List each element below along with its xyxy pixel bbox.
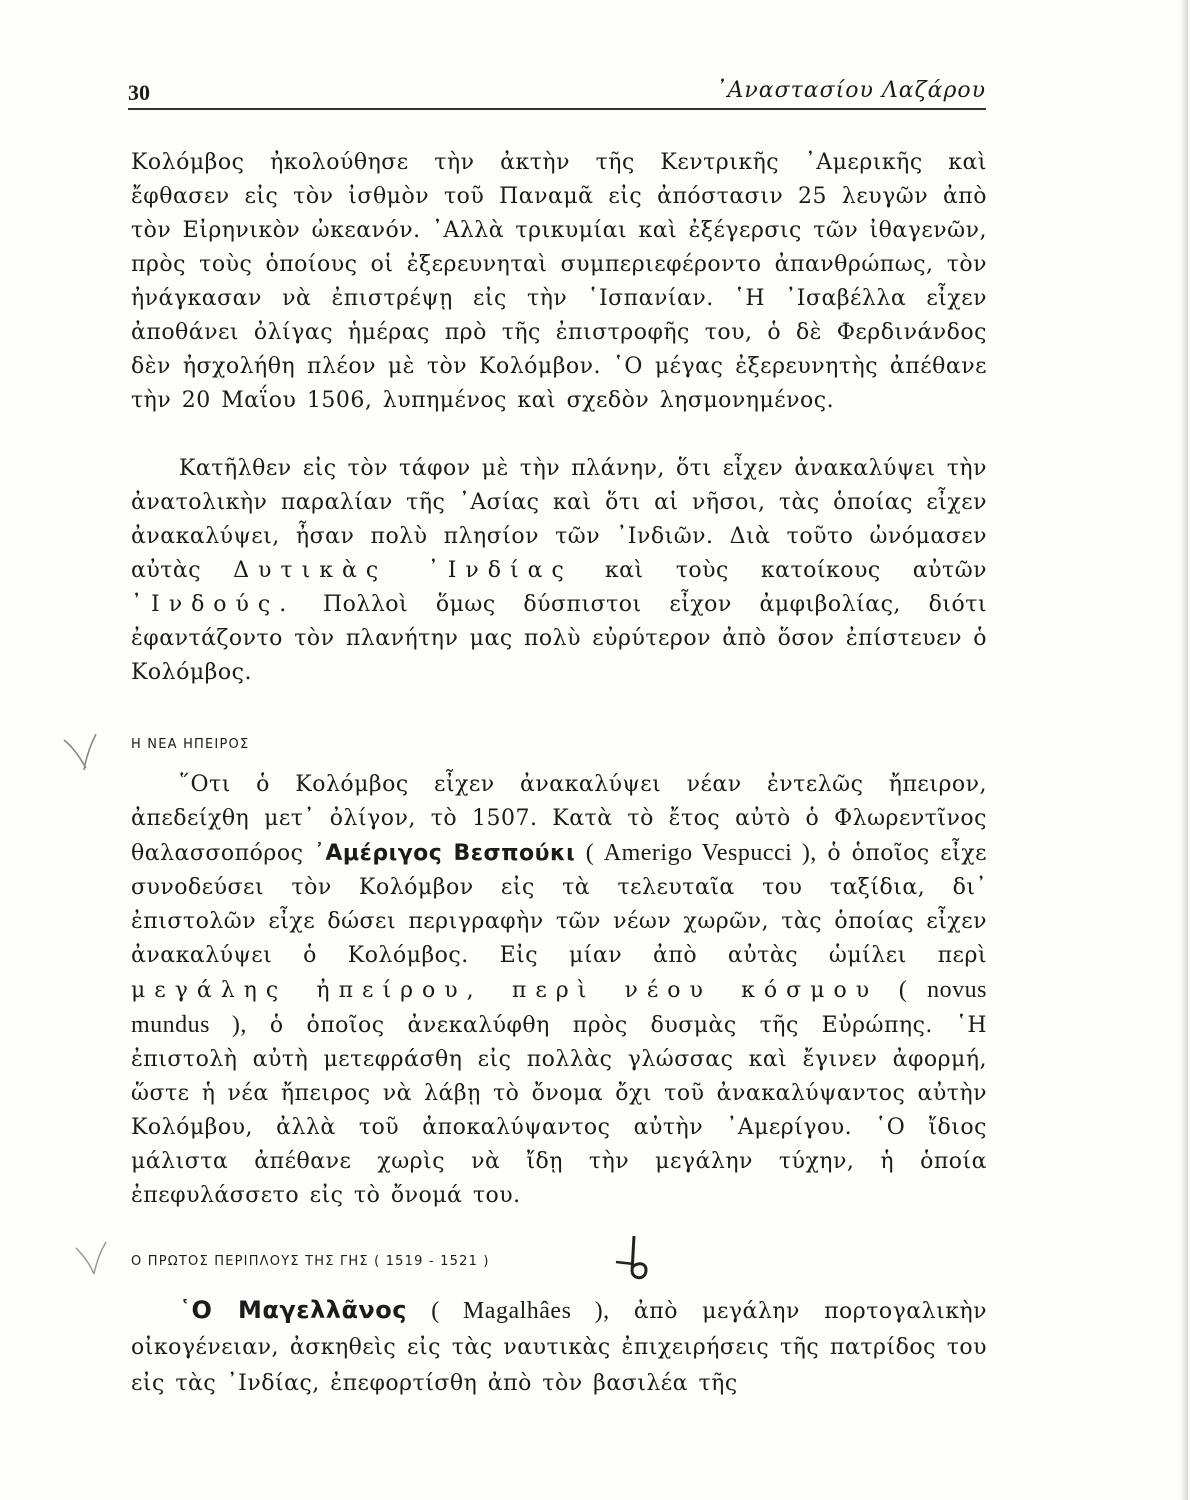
bold-name-vespucci: ᾽Αμέριγος Βεσπούκι [313, 841, 576, 866]
pencil-check-mark-2 [70, 1238, 114, 1278]
spaced-term-indians: ᾽Ινδούς. [131, 592, 296, 617]
paragraph-3-text-b: ὁ ὁποῖος εἶχε συνοδεύσει τὸν Κολόμβον εἰς τὰ τελευταῖα του ταξίδια, δι᾽ ἐπιστολῶν εἶχε δώσει περιγραφὴν τῶν νέων χωρῶν, τὰς ὁποίας εἶχεν ἀνακαλύψει ὁ Κολόμβος. Εἰς μίαν ἀπὸ αὐτὰς ὡμίλει περὶ [131, 841, 987, 968]
page-edge-shadow [1180, 0, 1188, 1500]
paragraph-2-text-c: Πολλοὶ ὅμως δύσπιστοι εἶχον ἀμφιβολίας, διότι ἐφαντάζοντο τὸν πλανήτην μας πολὺ εὐρύτερον ἀπὸ ὅσον ἐπίστευεν ὁ Κολόμβος. [131, 592, 987, 685]
latin-name-vespucci: ( Amerigo Vespucci ), [585, 840, 817, 866]
section-heading-first-circumnavigation: Ο ΠΡΩΤΟΣ ΠΕΡΙΠΛΟΥΣ ΤΗΣ ΓΗΣ ( 1519 - 1521 ) [131, 1254, 490, 1269]
page-number: 30 [128, 80, 150, 105]
bold-name-magellan: ῾Ο Μαγελλᾶνος [179, 1296, 407, 1324]
running-head [128, 76, 986, 110]
paragraph-1-text: Κολόμβος ἠκολούθησε τὴν ἀκτὴν τῆς Κεντρικῆς ᾽Αμερικῆς καὶ ἔφθασεν εἰς τὸν ἰσθμὸν τοῦ Παναμᾶ εἰς ἀπόστασιν 25 λευγῶν ἀπὸ τὸν Εἰρηνικὸν ὠκεανόν. ᾽Αλλὰ τρικυμίαι καὶ ἐξέγερσις τῶν ἰθαγενῶν, πρὸς τοὺς ὁποίους οἱ ἐξερευνηταὶ συμπεριεφέροντο ἀπανθρώπως, τὸν ἠνάγκασαν νὰ ἐπιστρέψῃ εἰς τὴν ῾Ισπανίαν. ῾Η ᾽Ισαβέλλα εἶχεν ἀποθάνει ὀλίγας ἡμέρας πρὸ τῆς ἐπιστροφῆς του, ὁ δὲ Φερδινάνδος δὲν ἠσχολήθη πλέον μὲ τὸν Κολόμβον. ῾Ο μέγας ἐξερευνητὴς ἀπέθανε τὴν 20 Μαΐου 1506, λυπημένος καὶ σχεδὸν λησμονημένος. [131, 150, 987, 413]
paragraph-1 [131, 146, 987, 418]
paragraph-4-text: ἀπὸ μεγάλην πορτογαλικὴν οἰκογένειαν, ἀσκηθεὶς εἰς τὰς ναυτικὰς ἐπιχειρήσεις τῆς πατρίδος του εἰς τὰς ᾽Ινδίας, ἐπεφορτίσθη ἀπὸ τὸν βασιλέα τῆς [131, 1299, 988, 1396]
paragraph-2-text-a: Κατῆλθεν εἰς τὸν τάφον μὲ τὴν πλάνην, ὅτι εἶχεν ἀνακαλύψει τὴν ἀνατολικὴν παραλίαν τῆς ᾽Ασίας καὶ ὅτι αἱ νῆσοι, τὰς ὁποίας εἶχεν ἀνακαλύψει, ἦσαν πολὺ πλησίον τῶν ᾽Ινδιῶν. Διὰ τοῦτο ὠνόμασεν αὐτὰς [131, 456, 987, 583]
spaced-term-new-world: μεγάλης ἠπείρου, περὶ νέου κόσμου [131, 978, 879, 1003]
section-heading-new-continent: Η ΝΕΑ ΗΠΕΙΡΟΣ [131, 737, 250, 752]
paragraph-2-text-b: καὶ τοὺς κατοίκους αὐτῶν [604, 558, 988, 583]
spaced-term-west-indies: Δυτικὰς ᾽Ινδίας [233, 558, 573, 583]
paragraph-3 [131, 768, 987, 1213]
paragraph-4 [131, 1292, 987, 1402]
latin-novus-mundus: ( novus mundus ), [131, 977, 987, 1038]
pencil-check-mark-1 [58, 730, 102, 774]
running-title: ᾽Αναστασίου Λαζάρου [715, 78, 986, 103]
paragraph-3-text-a: ῞Οτι ὁ Κολόμβος εἶχεν ἀνακαλύψει νέαν ἐντελῶς ἤπειρον, ἀπεδείχθη μετ᾽ ὀλίγον, τὸ 1507. Κατὰ τὸ ἔτος αὐτὸ ὁ Φλωρεντῖνος θαλασσοπόρος [131, 772, 987, 866]
latin-name-magellan: ( Magalhâes ), [431, 1298, 610, 1324]
paragraph-3-text-c: ὁ ὁποῖος ἀνεκαλύφθη πρὸς δυσμὰς τῆς Εὐρώπης. ῾Η ἐπιστολὴ αὐτὴ μετεφράσθη εἰς πολλὰς γλώσσας καὶ ἔγινεν ἀφορμή, ὥστε ἡ νέα ἤπειρος νὰ λάβῃ τὸ ὄνομα ὄχι τοῦ ἀνακαλύψαντος αὐτὴν Κολόμβου, ἀλλὰ τοῦ ἀποκαλύψαντος αὐτὴν ᾽Αμερίγου. ῾Ο ἴδιος μάλιστα ἀπέθανε χωρὶς νὰ ἴδῃ τὴν μεγάλην τύχην, ἡ ὁποία ἐπεφυλάσσετο εἰς τὸ ὄνομά του. [131, 1013, 988, 1208]
paragraph-2 [131, 452, 987, 690]
handwritten-b-mark [612, 1232, 652, 1286]
